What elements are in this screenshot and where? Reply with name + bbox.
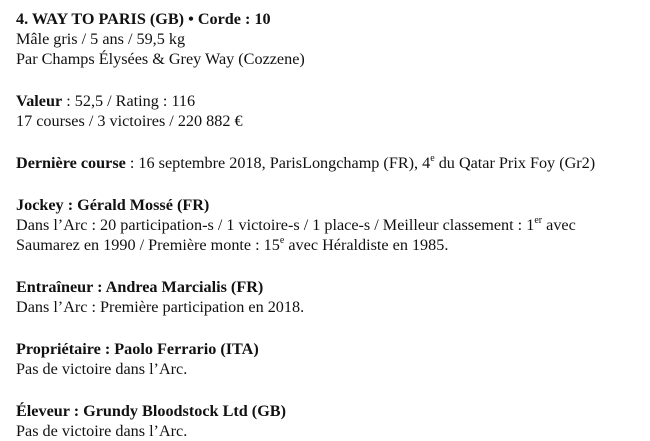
horse-details: Mâle gris / 5 ans / 59,5 kg bbox=[16, 30, 186, 48]
ordinal-superscript: e bbox=[430, 152, 435, 164]
horse-pedigree: Par Champs Élysées & Grey Way (Cozzene) bbox=[16, 50, 305, 68]
ordinal-superscript: e bbox=[279, 234, 285, 246]
section-spacer bbox=[16, 317, 646, 339]
value-line bbox=[16, 91, 646, 111]
ordinal-superscript: er bbox=[534, 214, 543, 226]
section-spacer bbox=[16, 69, 646, 91]
owner-arc-text: Pas de victoire dans l’Arc. bbox=[16, 360, 188, 378]
section-spacer bbox=[16, 131, 646, 153]
section-spacer bbox=[16, 255, 646, 277]
jockey-stats-text-end: avec bbox=[542, 216, 576, 234]
trainer-heading: Entraîneur : Andrea Marcialis (FR) bbox=[16, 278, 264, 296]
owner-heading: Propriétaire : Paolo Ferrario (ITA) bbox=[16, 340, 259, 358]
jockey-arc-history bbox=[16, 235, 646, 255]
last-race-line bbox=[16, 153, 646, 173]
last-race-text: : 16 septembre 2018, ParisLongchamp (FR), 4 bbox=[125, 154, 431, 172]
last-race-text-end: du Qatar Prix Foy (Gr2) bbox=[434, 154, 596, 172]
breeder-arc-text: Pas de victoire dans l’Arc. bbox=[16, 422, 188, 440]
race-record: 17 courses / 3 victoires / 220 882 € bbox=[16, 112, 243, 130]
last-race-label: Dernière course bbox=[16, 154, 126, 172]
horse-title: 4. WAY TO PARIS (GB) • Corde : 10 bbox=[16, 10, 271, 28]
jockey-history-text: Saumarez en 1990 / Première monte : 15 bbox=[16, 236, 280, 254]
jockey-history-text-end: avec Héraldiste en 1985. bbox=[284, 236, 449, 254]
section-spacer bbox=[16, 173, 646, 195]
horse-profile-document bbox=[16, 9, 646, 441]
jockey-arc-stats bbox=[16, 215, 646, 235]
value-text: : 52,5 / Rating : 116 bbox=[62, 92, 196, 110]
value-label: Valeur bbox=[16, 92, 63, 110]
section-spacer bbox=[16, 379, 646, 401]
jockey-stats-text: Dans l’Arc : 20 participation-s / 1 victoire-s / 1 place-s / Meilleur classement : 1 bbox=[16, 216, 535, 234]
breeder-heading: Éleveur : Grundy Bloodstock Ltd (GB) bbox=[16, 402, 286, 420]
jockey-heading: Jockey : Gérald Mossé (FR) bbox=[16, 196, 210, 214]
trainer-arc-text: Dans l’Arc : Première participation en 2018. bbox=[16, 298, 305, 316]
